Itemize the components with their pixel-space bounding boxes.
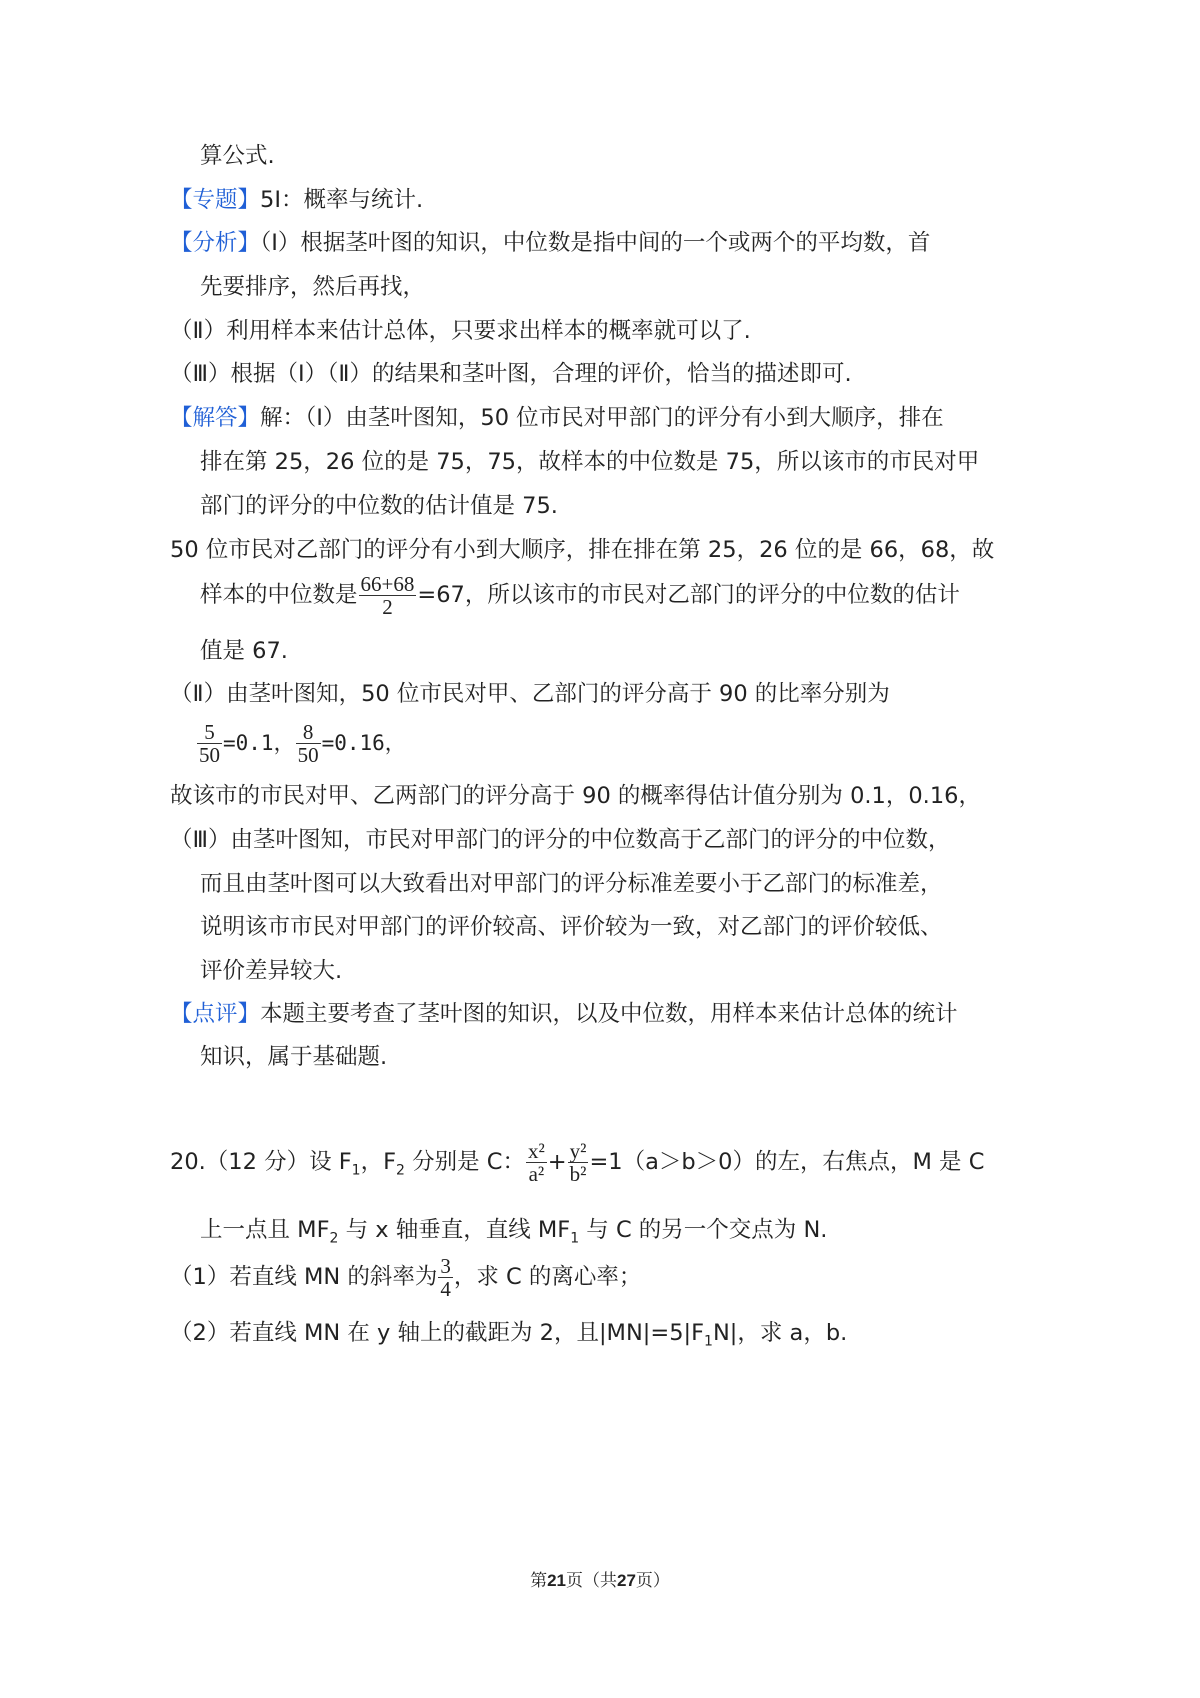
solution-line-1 xyxy=(170,403,944,433)
solution-line-7 xyxy=(170,679,890,709)
comment-tag: 【点评】 xyxy=(170,1001,261,1027)
text: 故该市的市民对甲、乙两部门的评分高于 90 的概率得估计值分别为 0.1，0.16， xyxy=(170,783,981,809)
total-page-number: 27 xyxy=(617,1571,636,1590)
solution-tag: 【解答】 xyxy=(170,405,261,431)
fraction-denominator: 4 xyxy=(440,1277,451,1301)
analysis-line-2 xyxy=(200,272,425,302)
analysis-continuation xyxy=(200,141,275,171)
text: （Ⅲ）由茎叶图知，市民对甲部门的评分的中位数高于乙部门的评分的中位数， xyxy=(170,827,951,853)
solution-line-6 xyxy=(200,636,288,666)
fraction-numerator: 5 xyxy=(197,721,222,744)
text: 而且由茎叶图可以大致看出对甲部门的评分标准差要小于乙部门的标准差， xyxy=(200,871,943,897)
solution-line-10 xyxy=(170,825,951,855)
footer-text: 第 xyxy=(530,1571,548,1591)
text: 评价差异较大. xyxy=(200,958,343,984)
text: 上一点且 MF xyxy=(200,1217,330,1243)
solution-line-13 xyxy=(200,956,342,986)
text: 说明该市市民对甲部门的评价较高、评价较为一致，对乙部门的评价较低、 xyxy=(200,914,943,940)
plus-sign: + xyxy=(547,1149,567,1175)
text: ，求 C 的离心率； xyxy=(453,1264,642,1290)
text: （Ⅲ）根据（Ⅰ）（Ⅱ）的结果和茎叶图，合理的评价，恰当的描述即可. xyxy=(170,361,852,387)
subscript: 1 xyxy=(351,1162,361,1179)
ratio-value-1: =0.1， xyxy=(223,731,295,755)
fraction-denominator: 50 xyxy=(297,743,319,767)
text: （Ⅱ）由茎叶图知，50 位市民对甲、乙部门的评分高于 90 的比率分别为 xyxy=(170,681,890,707)
text: 20.（12 分）设 F xyxy=(170,1149,352,1175)
topic-line xyxy=(170,185,423,215)
text: 本题主要考查了茎叶图的知识，以及中位数，用样本来估计总体的统计 xyxy=(260,1001,958,1027)
subscript: 1 xyxy=(704,1333,713,1350)
solution-line-3 xyxy=(200,491,558,521)
analysis-tag: 【分析】 xyxy=(170,230,261,256)
text: 与 x 轴垂直，直线 MF xyxy=(338,1217,571,1243)
comment-line-2 xyxy=(200,1042,387,1072)
text: （Ⅰ）根据茎叶图的知识，中位数是指中间的一个或两个的平均数，首 xyxy=(260,230,931,256)
ratio-fraction-1 xyxy=(197,721,222,766)
median-fraction xyxy=(359,573,417,618)
subscript: 2 xyxy=(396,1162,405,1179)
fraction-numerator: 66+68 xyxy=(360,572,415,596)
text: （2）若直线 MN 在 y 轴上的截距为 2，且|MN|=5|F xyxy=(170,1320,705,1346)
topic-tag: 【专题】 xyxy=(170,187,261,213)
text: 部门的评分的中位数的估计值是 75. xyxy=(200,493,558,519)
ellipse-x-fraction xyxy=(526,1140,547,1185)
problem-20-question-2 xyxy=(170,1318,847,1357)
fraction-numerator: 8 xyxy=(296,721,321,744)
current-page-number: 21 xyxy=(547,1571,566,1590)
text: 50 位市民对乙部门的评分有小到大顺序，排在排在第 25，26 位的是 66，68，故 xyxy=(170,537,995,563)
fraction-denominator: 50 xyxy=(199,743,220,767)
solution-line-12 xyxy=(200,912,943,942)
topic-text: 5I：概率与统计. xyxy=(260,187,424,213)
fraction-denominator: 2 xyxy=(382,595,393,619)
analysis-line-3 xyxy=(170,316,751,346)
problem-20-line-2 xyxy=(200,1215,827,1254)
fraction-numerator: y² xyxy=(569,1139,587,1163)
analysis-line-1 xyxy=(170,228,930,258)
footer-text: 页） xyxy=(635,1571,670,1591)
analysis-line-4 xyxy=(170,359,852,389)
solution-line-5 xyxy=(200,572,960,618)
page-footer xyxy=(0,1566,1200,1591)
subscript: 2 xyxy=(329,1230,339,1247)
text: ，F xyxy=(360,1149,397,1175)
text: 值是 67. xyxy=(200,638,288,664)
ratio-value-2: =0.16， xyxy=(321,731,406,755)
text: 算公式. xyxy=(200,143,275,169)
ratio-fraction-2 xyxy=(296,721,321,766)
fraction-numerator: 3 xyxy=(440,1254,451,1278)
subscript: 1 xyxy=(570,1230,580,1247)
text: 排在第 25，26 位的是 75，75，故样本的中位数是 75，所以该市的市民对甲 xyxy=(200,449,980,475)
solution-line-4 xyxy=(170,535,994,565)
solution-line-9 xyxy=(170,781,981,811)
problem-20-question-1 xyxy=(170,1254,641,1300)
text: =1（a＞b＞0）的左，右焦点，M 是 C xyxy=(589,1149,985,1175)
solution-line-8 xyxy=(196,720,406,766)
text: 先要排序，然后再找， xyxy=(200,274,426,300)
text: 与 C 的另一个交点为 N. xyxy=(579,1217,828,1243)
text: 解：（Ⅰ）由茎叶图知，50 位市民对甲部门的评分有小到大顺序，排在 xyxy=(260,405,944,431)
comment-line-1 xyxy=(170,999,958,1029)
text: 分别是 C： xyxy=(404,1149,525,1175)
footer-text: 页（共 xyxy=(566,1571,617,1591)
text: （1）若直线 MN 的斜率为 xyxy=(170,1264,438,1290)
text: =67，所以该市的市民对乙部门的评分的中位数的估计 xyxy=(417,582,960,608)
text: 样本的中位数是 xyxy=(200,582,358,608)
text: （Ⅱ）利用样本来估计总体，只要求出样本的概率就可以了. xyxy=(170,318,751,344)
text: 知识，属于基础题. xyxy=(200,1044,388,1070)
ellipse-y-fraction xyxy=(568,1140,589,1185)
slope-fraction xyxy=(438,1255,453,1300)
fraction-denominator: b² xyxy=(569,1162,587,1186)
problem-20-line-1 xyxy=(170,1132,984,1201)
fraction-denominator: a² xyxy=(528,1162,545,1186)
text: N|，求 a，b. xyxy=(712,1320,848,1346)
fraction-numerator: x² xyxy=(527,1139,545,1163)
solution-line-11 xyxy=(200,869,943,899)
solution-line-2 xyxy=(200,447,979,477)
